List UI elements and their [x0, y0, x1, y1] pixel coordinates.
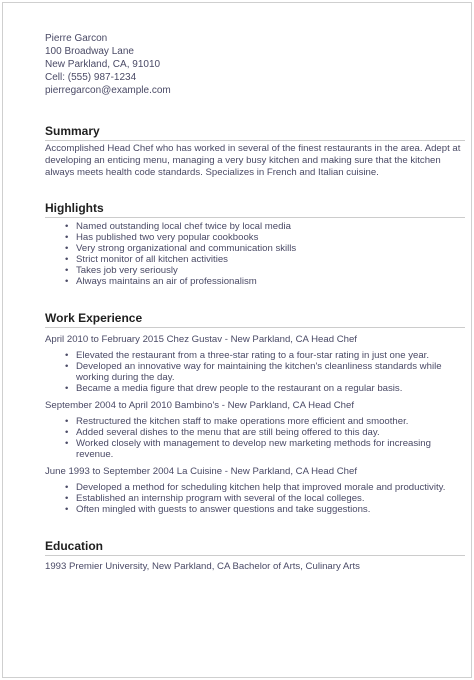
- bullet-icon: •: [65, 243, 69, 254]
- list-item: • Often mingled with guests to answer questions and take suggestions.: [65, 504, 371, 515]
- job-bullets: [45, 416, 465, 460]
- list-item: • Strict monitor of all kitchen activities: [65, 254, 228, 265]
- contact-name: Pierre Garcon: [45, 33, 108, 44]
- experience-heading: Work Experience: [45, 311, 143, 325]
- bullet-icon: •: [65, 482, 69, 493]
- job-bullets: [45, 350, 465, 394]
- list-item: • Elevated the restaurant from a three-star rating to a four-star rating in just one year.: [65, 350, 430, 361]
- summary-text: Accomplished Head Chef who has worked in several of the finest restaurants in the area. Adept at developing an enticing menu, managing a very busy kitchen and making sure that the kitchen always meets health code standards. Specializes in French and Italian cuisine.: [45, 143, 461, 178]
- list-item: • Named outstanding local chef twice by local media: [65, 221, 291, 232]
- bullet-icon: •: [65, 504, 69, 515]
- contact-address: 100 Broadway Lane: [45, 46, 134, 57]
- education-text: 1993 Premier University, New Parkland, CA Bachelor of Arts, Culinary Arts: [45, 561, 360, 572]
- list-item: • Always maintains an air of professionalism: [65, 276, 257, 287]
- bullet-icon: •: [65, 493, 69, 504]
- job-bullets: [45, 482, 465, 515]
- list-item: • Very strong organizational and communication skills: [65, 243, 297, 254]
- bullet-icon: •: [65, 350, 69, 361]
- job-title: June 1993 to September 2004 La Cuisine - New Parkland, CA Head Chef: [45, 466, 357, 477]
- list-item: • Restructured the kitchen staff to make operations more efficient and smoother.: [65, 416, 409, 427]
- list-item: • Developed a method for scheduling kitchen help that improved morale and productivity.: [65, 482, 446, 493]
- bullet-icon: •: [65, 416, 69, 427]
- job-title: April 2010 to February 2015 Chez Gustav - New Parkland, CA Head Chef: [45, 334, 357, 345]
- bullet-icon: •: [65, 427, 69, 438]
- education-heading: Education: [45, 539, 104, 553]
- contact-block: [45, 32, 465, 97]
- list-item: • Established an internship program with several of the local colleges.: [65, 493, 365, 504]
- resume-document: [45, 32, 465, 573]
- bullet-icon: •: [65, 438, 69, 449]
- list-item: • Takes job very seriously: [65, 265, 178, 276]
- job-title: September 2004 to April 2010 Bambino's - New Parkland, CA Head Chef: [45, 400, 355, 411]
- list-item: • Became a media figure that drew people to the restaurant on a regular basis.: [65, 383, 403, 394]
- highlights-list: [45, 221, 465, 287]
- contact-email: pierregarcon@example.com: [45, 85, 171, 96]
- list-item: • Added several dishes to the menu that are still being offered to this day.: [65, 427, 380, 438]
- summary-heading: Summary: [45, 124, 100, 138]
- bullet-icon: •: [65, 232, 69, 243]
- list-item: • Developed an innovative way for maintaining the kitchen's cleanliness standards while working during the day.: [65, 361, 442, 383]
- list-item: • Has published two very popular cookbooks: [65, 232, 259, 243]
- contact-city: New Parkland, CA, 91010: [45, 59, 161, 70]
- contact-cell: Cell: (555) 987-1234: [45, 72, 137, 83]
- bullet-icon: •: [65, 383, 69, 394]
- bullet-icon: •: [65, 276, 69, 287]
- highlights-heading: Highlights: [45, 201, 104, 215]
- bullet-icon: •: [65, 254, 69, 265]
- bullet-icon: •: [65, 221, 69, 232]
- list-item: • Worked closely with management to develop new marketing methods for increasing revenue.: [65, 438, 431, 460]
- bullet-icon: •: [65, 361, 69, 372]
- bullet-icon: •: [65, 265, 69, 276]
